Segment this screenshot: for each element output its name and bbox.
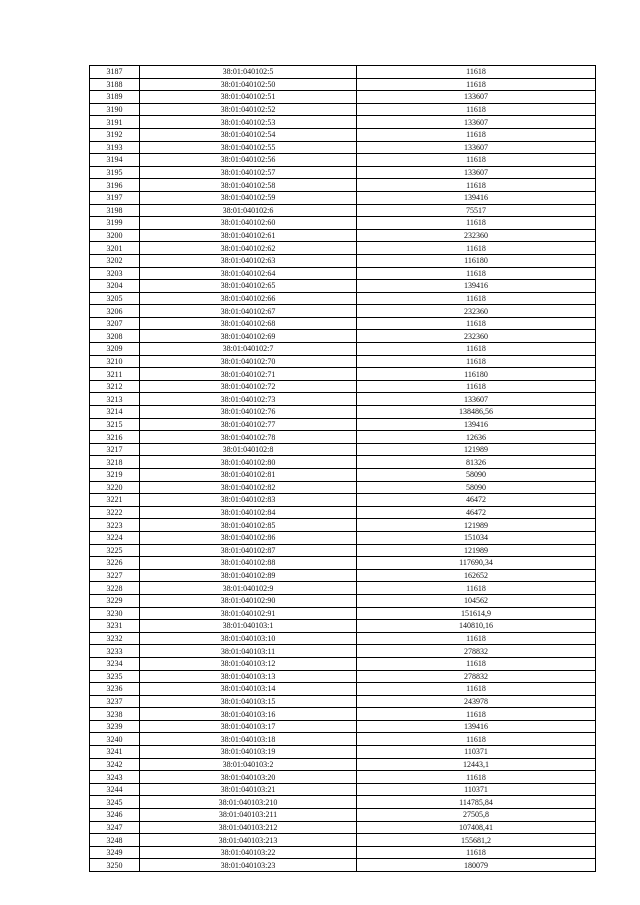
value-cell: 243978 bbox=[357, 695, 596, 708]
cadastral-number-cell: 38:01:040102:83 bbox=[140, 494, 357, 507]
cadastral-number-cell: 38:01:040102:78 bbox=[140, 431, 357, 444]
table-row bbox=[90, 607, 596, 620]
table-row bbox=[90, 330, 596, 343]
cadastral-number-cell: 38:01:040103:15 bbox=[140, 695, 357, 708]
value-cell: 11618 bbox=[357, 683, 596, 696]
row-number-cell: 3202 bbox=[90, 254, 140, 267]
row-number-cell: 3207 bbox=[90, 317, 140, 330]
row-number-cell: 3235 bbox=[90, 670, 140, 683]
cadastral-number-cell: 38:01:040102:91 bbox=[140, 607, 357, 620]
row-number-cell: 3224 bbox=[90, 531, 140, 544]
cadastral-number-cell: 38:01:040103:20 bbox=[140, 771, 357, 784]
table-row bbox=[90, 506, 596, 519]
row-number-cell: 3195 bbox=[90, 166, 140, 179]
value-cell: 138486,56 bbox=[357, 406, 596, 419]
row-number-cell: 3209 bbox=[90, 343, 140, 356]
value-cell: 155681,2 bbox=[357, 834, 596, 847]
row-number-cell: 3230 bbox=[90, 607, 140, 620]
table-row bbox=[90, 846, 596, 859]
row-number-cell: 3201 bbox=[90, 242, 140, 255]
row-number-cell: 3193 bbox=[90, 141, 140, 154]
value-cell: 116180 bbox=[357, 254, 596, 267]
row-number-cell: 3228 bbox=[90, 582, 140, 595]
value-cell: 139416 bbox=[357, 280, 596, 293]
cadastral-number-cell: 38:01:040102:53 bbox=[140, 116, 357, 129]
table-row bbox=[90, 670, 596, 683]
cadastral-number-cell: 38:01:040102:9 bbox=[140, 582, 357, 595]
table-row bbox=[90, 544, 596, 557]
cadastral-number-cell: 38:01:040103:16 bbox=[140, 708, 357, 721]
row-number-cell: 3189 bbox=[90, 91, 140, 104]
table-row bbox=[90, 116, 596, 129]
row-number-cell: 3214 bbox=[90, 406, 140, 419]
row-number-cell: 3233 bbox=[90, 645, 140, 658]
value-cell: 121989 bbox=[357, 443, 596, 456]
table-row bbox=[90, 746, 596, 759]
row-number-cell: 3220 bbox=[90, 481, 140, 494]
row-number-cell: 3203 bbox=[90, 267, 140, 280]
value-cell: 11618 bbox=[357, 292, 596, 305]
cadastral-number-cell: 38:01:040103:13 bbox=[140, 670, 357, 683]
table-row bbox=[90, 494, 596, 507]
value-cell: 46472 bbox=[357, 506, 596, 519]
value-cell: 11618 bbox=[357, 66, 596, 79]
table-row bbox=[90, 796, 596, 809]
cadastral-number-cell: 38:01:040102:6 bbox=[140, 204, 357, 217]
table-row bbox=[90, 443, 596, 456]
value-cell: 139416 bbox=[357, 191, 596, 204]
value-cell: 11618 bbox=[357, 355, 596, 368]
value-cell: 11618 bbox=[357, 242, 596, 255]
table-row bbox=[90, 809, 596, 822]
value-cell: 11618 bbox=[357, 708, 596, 721]
cadastral-value-table bbox=[89, 65, 596, 872]
table-row bbox=[90, 154, 596, 167]
row-number-cell: 3188 bbox=[90, 78, 140, 91]
cadastral-number-cell: 38:01:040102:58 bbox=[140, 179, 357, 192]
value-cell: 58090 bbox=[357, 469, 596, 482]
row-number-cell: 3205 bbox=[90, 292, 140, 305]
value-cell: 139416 bbox=[357, 418, 596, 431]
table-row bbox=[90, 645, 596, 658]
row-number-cell: 3196 bbox=[90, 179, 140, 192]
cadastral-number-cell: 38:01:040102:85 bbox=[140, 519, 357, 532]
value-cell: 12636 bbox=[357, 431, 596, 444]
row-number-cell: 3217 bbox=[90, 443, 140, 456]
cadastral-number-cell: 38:01:040102:87 bbox=[140, 544, 357, 557]
cadastral-number-cell: 38:01:040102:72 bbox=[140, 380, 357, 393]
row-number-cell: 3210 bbox=[90, 355, 140, 368]
table-row bbox=[90, 166, 596, 179]
value-cell: 151614,9 bbox=[357, 607, 596, 620]
table-row bbox=[90, 695, 596, 708]
row-number-cell: 3229 bbox=[90, 594, 140, 607]
cadastral-number-cell: 38:01:040102:69 bbox=[140, 330, 357, 343]
row-number-cell: 3211 bbox=[90, 368, 140, 381]
table-row bbox=[90, 720, 596, 733]
row-number-cell: 3221 bbox=[90, 494, 140, 507]
value-cell: 117690,34 bbox=[357, 557, 596, 570]
table-row bbox=[90, 305, 596, 318]
value-cell: 11618 bbox=[357, 179, 596, 192]
table-row bbox=[90, 91, 596, 104]
row-number-cell: 3237 bbox=[90, 695, 140, 708]
cadastral-number-cell: 38:01:040102:61 bbox=[140, 229, 357, 242]
value-cell: 162652 bbox=[357, 569, 596, 582]
table-row bbox=[90, 368, 596, 381]
row-number-cell: 3241 bbox=[90, 746, 140, 759]
table-row bbox=[90, 355, 596, 368]
cadastral-number-cell: 38:01:040102:56 bbox=[140, 154, 357, 167]
value-cell: 133607 bbox=[357, 166, 596, 179]
value-cell: 11618 bbox=[357, 78, 596, 91]
row-number-cell: 3199 bbox=[90, 217, 140, 230]
row-number-cell: 3246 bbox=[90, 809, 140, 822]
cadastral-number-cell: 38:01:040102:51 bbox=[140, 91, 357, 104]
table-row bbox=[90, 708, 596, 721]
row-number-cell: 3200 bbox=[90, 229, 140, 242]
cadastral-number-cell: 38:01:040102:73 bbox=[140, 393, 357, 406]
table-row bbox=[90, 569, 596, 582]
row-number-cell: 3190 bbox=[90, 103, 140, 116]
cadastral-number-cell: 38:01:040103:18 bbox=[140, 733, 357, 746]
row-number-cell: 3197 bbox=[90, 191, 140, 204]
row-number-cell: 3231 bbox=[90, 620, 140, 633]
value-cell: 11618 bbox=[357, 128, 596, 141]
row-number-cell: 3192 bbox=[90, 128, 140, 141]
cadastral-number-cell: 38:01:040102:68 bbox=[140, 317, 357, 330]
cadastral-number-cell: 38:01:040103:19 bbox=[140, 746, 357, 759]
row-number-cell: 3248 bbox=[90, 834, 140, 847]
value-cell: 139416 bbox=[357, 720, 596, 733]
cadastral-number-cell: 38:01:040103:22 bbox=[140, 846, 357, 859]
row-number-cell: 3247 bbox=[90, 821, 140, 834]
row-number-cell: 3238 bbox=[90, 708, 140, 721]
table-row bbox=[90, 292, 596, 305]
table-row bbox=[90, 317, 596, 330]
cadastral-number-cell: 38:01:040102:71 bbox=[140, 368, 357, 381]
row-number-cell: 3219 bbox=[90, 469, 140, 482]
cadastral-number-cell: 38:01:040103:2 bbox=[140, 758, 357, 771]
cadastral-number-cell: 38:01:040103:210 bbox=[140, 796, 357, 809]
cadastral-number-cell: 38:01:040103:14 bbox=[140, 683, 357, 696]
cadastral-number-cell: 38:01:040103:211 bbox=[140, 809, 357, 822]
row-number-cell: 3227 bbox=[90, 569, 140, 582]
table-row bbox=[90, 758, 596, 771]
table-row bbox=[90, 343, 596, 356]
cadastral-number-cell: 38:01:040102:67 bbox=[140, 305, 357, 318]
cadastral-number-cell: 38:01:040102:82 bbox=[140, 481, 357, 494]
cadastral-number-cell: 38:01:040103:11 bbox=[140, 645, 357, 658]
value-cell: 81326 bbox=[357, 456, 596, 469]
cadastral-number-cell: 38:01:040103:21 bbox=[140, 783, 357, 796]
cadastral-number-cell: 38:01:040102:70 bbox=[140, 355, 357, 368]
value-cell: 110371 bbox=[357, 783, 596, 796]
row-number-cell: 3222 bbox=[90, 506, 140, 519]
table-row bbox=[90, 632, 596, 645]
cadastral-number-cell: 38:01:040102:62 bbox=[140, 242, 357, 255]
cadastral-number-cell: 38:01:040102:60 bbox=[140, 217, 357, 230]
table-row bbox=[90, 78, 596, 91]
cadastral-number-cell: 38:01:040103:212 bbox=[140, 821, 357, 834]
row-number-cell: 3208 bbox=[90, 330, 140, 343]
value-cell: 11618 bbox=[357, 771, 596, 784]
table-row bbox=[90, 229, 596, 242]
table-row bbox=[90, 380, 596, 393]
row-number-cell: 3250 bbox=[90, 859, 140, 872]
value-cell: 11618 bbox=[357, 317, 596, 330]
table-row bbox=[90, 141, 596, 154]
value-cell: 11618 bbox=[357, 380, 596, 393]
row-number-cell: 3216 bbox=[90, 431, 140, 444]
value-cell: 11618 bbox=[357, 733, 596, 746]
value-cell: 11618 bbox=[357, 343, 596, 356]
table-row bbox=[90, 821, 596, 834]
table-row bbox=[90, 267, 596, 280]
table-row bbox=[90, 620, 596, 633]
cadastral-number-cell: 38:01:040102:8 bbox=[140, 443, 357, 456]
table-row bbox=[90, 557, 596, 570]
value-cell: 11618 bbox=[357, 632, 596, 645]
value-cell: 58090 bbox=[357, 481, 596, 494]
table-row bbox=[90, 456, 596, 469]
table-row bbox=[90, 217, 596, 230]
cadastral-number-cell: 38:01:040102:50 bbox=[140, 78, 357, 91]
row-number-cell: 3198 bbox=[90, 204, 140, 217]
table-row bbox=[90, 242, 596, 255]
value-cell: 11618 bbox=[357, 657, 596, 670]
table-row bbox=[90, 431, 596, 444]
table-row bbox=[90, 783, 596, 796]
table-row bbox=[90, 66, 596, 79]
row-number-cell: 3194 bbox=[90, 154, 140, 167]
value-cell: 11618 bbox=[357, 582, 596, 595]
row-number-cell: 3244 bbox=[90, 783, 140, 796]
table-row bbox=[90, 771, 596, 784]
cadastral-number-cell: 38:01:040102:76 bbox=[140, 406, 357, 419]
value-cell: 232360 bbox=[357, 229, 596, 242]
table-row bbox=[90, 204, 596, 217]
row-number-cell: 3215 bbox=[90, 418, 140, 431]
cadastral-number-cell: 38:01:040102:57 bbox=[140, 166, 357, 179]
table-row bbox=[90, 859, 596, 872]
row-number-cell: 3242 bbox=[90, 758, 140, 771]
row-number-cell: 3245 bbox=[90, 796, 140, 809]
table-row bbox=[90, 834, 596, 847]
value-cell: 75517 bbox=[357, 204, 596, 217]
table-row bbox=[90, 481, 596, 494]
value-cell: 278832 bbox=[357, 645, 596, 658]
value-cell: 180079 bbox=[357, 859, 596, 872]
cadastral-number-cell: 38:01:040102:52 bbox=[140, 103, 357, 116]
cadastral-number-cell: 38:01:040103:10 bbox=[140, 632, 357, 645]
value-cell: 104562 bbox=[357, 594, 596, 607]
cadastral-number-cell: 38:01:040102:80 bbox=[140, 456, 357, 469]
table-row bbox=[90, 179, 596, 192]
cadastral-number-cell: 38:01:040102:86 bbox=[140, 531, 357, 544]
cadastral-number-cell: 38:01:040102:88 bbox=[140, 557, 357, 570]
value-cell: 107408,41 bbox=[357, 821, 596, 834]
row-number-cell: 3212 bbox=[90, 380, 140, 393]
cadastral-number-cell: 38:01:040102:66 bbox=[140, 292, 357, 305]
table-row bbox=[90, 657, 596, 670]
cadastral-number-cell: 38:01:040103:23 bbox=[140, 859, 357, 872]
cadastral-number-cell: 38:01:040102:63 bbox=[140, 254, 357, 267]
row-number-cell: 3239 bbox=[90, 720, 140, 733]
row-number-cell: 3225 bbox=[90, 544, 140, 557]
row-number-cell: 3243 bbox=[90, 771, 140, 784]
cadastral-number-cell: 38:01:040102:84 bbox=[140, 506, 357, 519]
row-number-cell: 3240 bbox=[90, 733, 140, 746]
value-cell: 12443,1 bbox=[357, 758, 596, 771]
cadastral-number-cell: 38:01:040102:89 bbox=[140, 569, 357, 582]
table-body bbox=[90, 66, 596, 872]
cadastral-number-cell: 38:01:040102:90 bbox=[140, 594, 357, 607]
table-row bbox=[90, 128, 596, 141]
value-cell: 46472 bbox=[357, 494, 596, 507]
value-cell: 133607 bbox=[357, 141, 596, 154]
cadastral-number-cell: 38:01:040102:7 bbox=[140, 343, 357, 356]
table-row bbox=[90, 406, 596, 419]
table-row bbox=[90, 254, 596, 267]
value-cell: 116180 bbox=[357, 368, 596, 381]
row-number-cell: 3223 bbox=[90, 519, 140, 532]
row-number-cell: 3234 bbox=[90, 657, 140, 670]
value-cell: 133607 bbox=[357, 91, 596, 104]
table-row bbox=[90, 280, 596, 293]
value-cell: 11618 bbox=[357, 846, 596, 859]
table-row bbox=[90, 103, 596, 116]
row-number-cell: 3232 bbox=[90, 632, 140, 645]
table-row bbox=[90, 191, 596, 204]
cadastral-number-cell: 38:01:040103:213 bbox=[140, 834, 357, 847]
row-number-cell: 3213 bbox=[90, 393, 140, 406]
value-cell: 232360 bbox=[357, 305, 596, 318]
table-row bbox=[90, 519, 596, 532]
value-cell: 11618 bbox=[357, 217, 596, 230]
table-row bbox=[90, 733, 596, 746]
value-cell: 133607 bbox=[357, 393, 596, 406]
table-row bbox=[90, 418, 596, 431]
value-cell: 140810,16 bbox=[357, 620, 596, 633]
row-number-cell: 3187 bbox=[90, 66, 140, 79]
row-number-cell: 3249 bbox=[90, 846, 140, 859]
value-cell: 121989 bbox=[357, 519, 596, 532]
value-cell: 11618 bbox=[357, 154, 596, 167]
table-row bbox=[90, 594, 596, 607]
value-cell: 232360 bbox=[357, 330, 596, 343]
value-cell: 110371 bbox=[357, 746, 596, 759]
row-number-cell: 3218 bbox=[90, 456, 140, 469]
row-number-cell: 3226 bbox=[90, 557, 140, 570]
value-cell: 151034 bbox=[357, 531, 596, 544]
table-row bbox=[90, 531, 596, 544]
cadastral-number-cell: 38:01:040103:17 bbox=[140, 720, 357, 733]
value-cell: 114785,84 bbox=[357, 796, 596, 809]
row-number-cell: 3191 bbox=[90, 116, 140, 129]
value-cell: 121989 bbox=[357, 544, 596, 557]
cadastral-number-cell: 38:01:040102:59 bbox=[140, 191, 357, 204]
cadastral-number-cell: 38:01:040103:12 bbox=[140, 657, 357, 670]
value-cell: 11618 bbox=[357, 267, 596, 280]
row-number-cell: 3204 bbox=[90, 280, 140, 293]
table-row bbox=[90, 683, 596, 696]
value-cell: 278832 bbox=[357, 670, 596, 683]
row-number-cell: 3236 bbox=[90, 683, 140, 696]
cadastral-number-cell: 38:01:040102:81 bbox=[140, 469, 357, 482]
value-cell: 27505,8 bbox=[357, 809, 596, 822]
value-cell: 133607 bbox=[357, 116, 596, 129]
row-number-cell: 3206 bbox=[90, 305, 140, 318]
cadastral-number-cell: 38:01:040102:54 bbox=[140, 128, 357, 141]
table-row bbox=[90, 582, 596, 595]
cadastral-number-cell: 38:01:040102:55 bbox=[140, 141, 357, 154]
value-cell: 11618 bbox=[357, 103, 596, 116]
cadastral-number-cell: 38:01:040102:5 bbox=[140, 66, 357, 79]
cadastral-number-cell: 38:01:040102:64 bbox=[140, 267, 357, 280]
cadastral-number-cell: 38:01:040103:1 bbox=[140, 620, 357, 633]
table-row bbox=[90, 393, 596, 406]
table-row bbox=[90, 469, 596, 482]
cadastral-number-cell: 38:01:040102:77 bbox=[140, 418, 357, 431]
cadastral-number-cell: 38:01:040102:65 bbox=[140, 280, 357, 293]
